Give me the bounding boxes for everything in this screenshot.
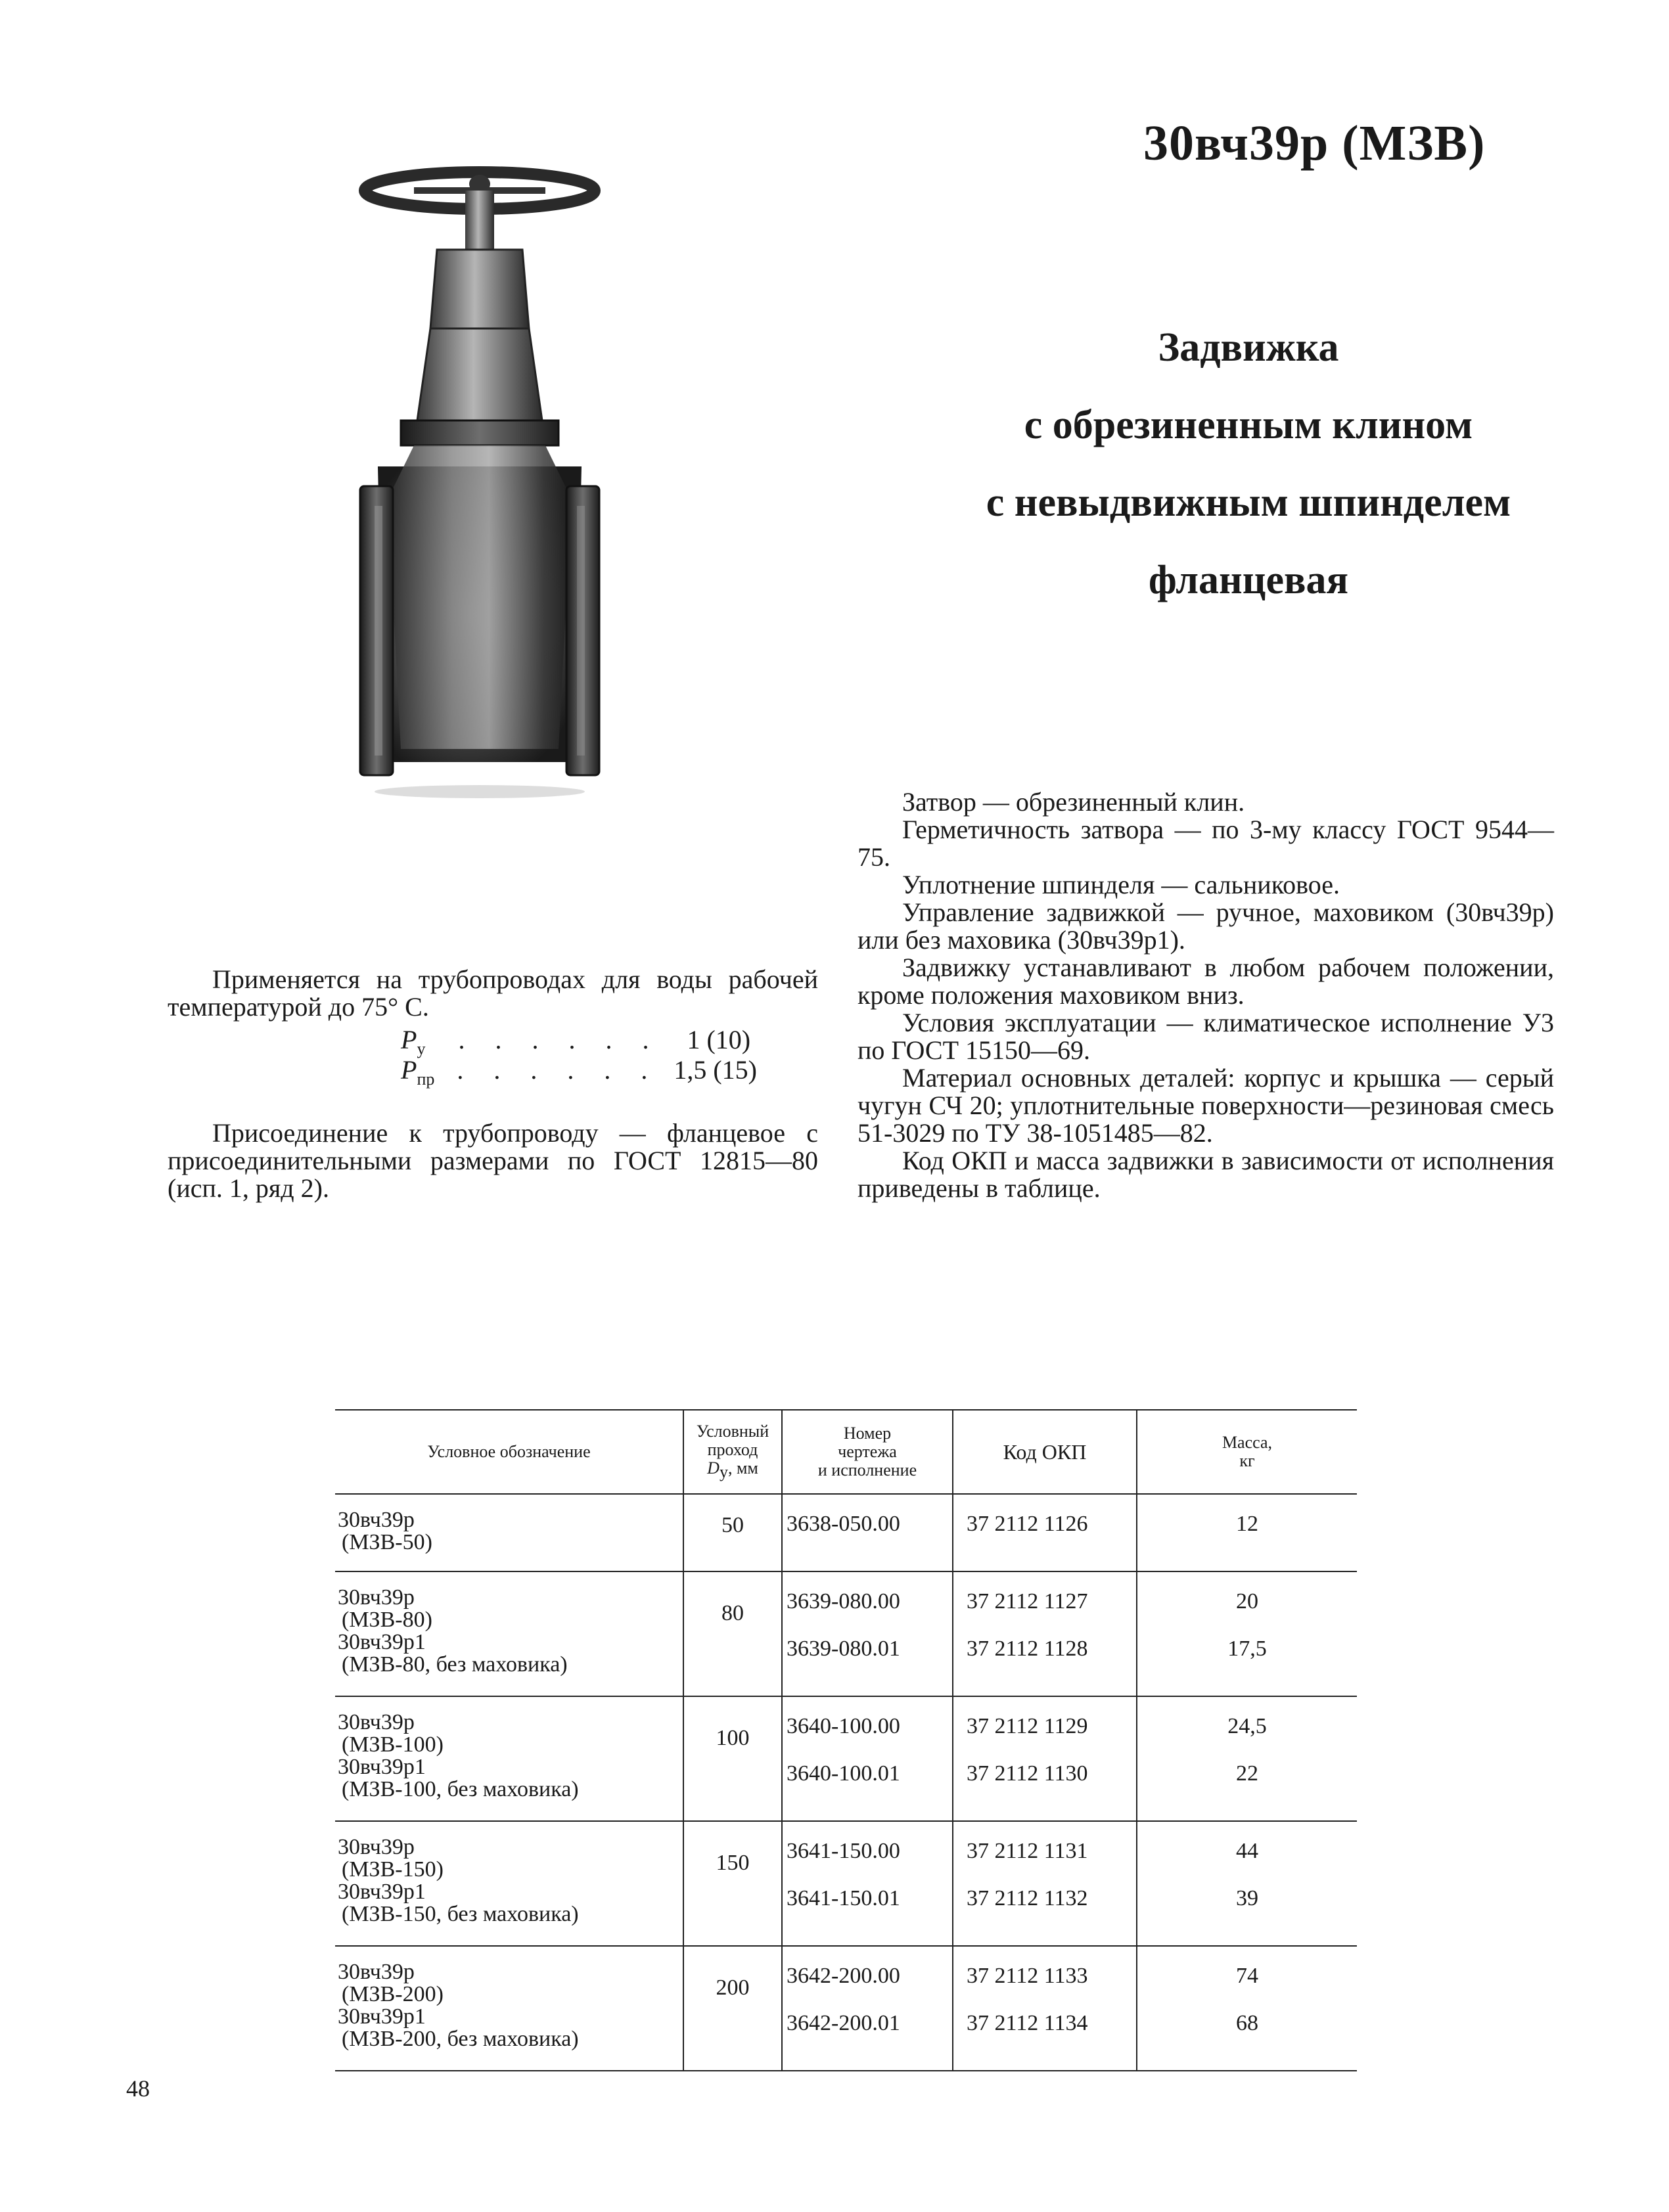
designation-cell: [335, 1696, 683, 1821]
header-dn-sub: у: [719, 1462, 728, 1482]
drawing-value: 3640-100.01: [787, 1761, 900, 1786]
header-drawing: [782, 1410, 953, 1494]
drawing-value: 3642-200.00: [787, 1964, 900, 1989]
table-row: [335, 1571, 1357, 1696]
table-row: [335, 1821, 1357, 1946]
drawing-value: 3640-100.00: [787, 1714, 900, 1739]
ppr-symbol: P: [401, 1055, 417, 1085]
paragraph: Герметичность затвора — по 3-му классу ГОСТ 9544—75.: [857, 815, 1554, 872]
okp-value: 37 2112 1134: [967, 2011, 1088, 2036]
dn-cell: 50: [683, 1494, 782, 1571]
test-pressure: [401, 1056, 757, 1093]
okp-value: 37 2112 1130: [967, 1761, 1088, 1786]
paragraph: Задвижку устанавливают в любом рабочем положении, кроме положения маховиком вниз.: [857, 953, 1554, 1010]
application-paragraph: Применяется на трубопроводах для воды рабочей температурой до 75° С.: [168, 964, 818, 1022]
title-line: с обрезиненным клином: [1024, 403, 1473, 447]
pressure-block: [168, 1021, 818, 1100]
mass-value: 17,5: [1227, 1636, 1267, 1661]
designation-line: (МЗВ-150): [342, 1857, 444, 1882]
designation-line: (МЗВ-200): [342, 1982, 444, 2007]
okp-value: 37 2112 1128: [967, 1636, 1088, 1661]
drawing-cell: [782, 1821, 953, 1946]
header-mass: [1137, 1410, 1357, 1494]
paragraph: Уплотнение шпинделя — сальниковое.: [902, 870, 1340, 899]
header-okp: Код ОКП: [953, 1410, 1137, 1494]
designation-line: (МЗВ-50): [342, 1530, 432, 1555]
mass-cell: [1137, 1571, 1357, 1696]
header-dn-line: Условный: [696, 1422, 769, 1441]
valve-photo: [315, 158, 605, 801]
mass-value: 39: [1236, 1886, 1258, 1911]
designation-line: 30вч39р1: [338, 1755, 426, 1780]
designation-line: (МЗВ-150, без маховика): [342, 1902, 579, 1927]
drawing-value: 3642-200.01: [787, 2011, 900, 2036]
header-dn-unit: , мм: [727, 1458, 758, 1478]
mass-cell: [1137, 1821, 1357, 1946]
okp-value: 37 2112 1132: [967, 1886, 1088, 1911]
designation-line: (МЗВ-80): [342, 1608, 432, 1633]
designation-cell: [335, 1946, 683, 2071]
designation-line: 30вч39р1: [338, 2004, 426, 2029]
designation-line: 30вч39р: [338, 1710, 415, 1735]
header-mass-line: Масса,: [1222, 1433, 1273, 1453]
description-text: [857, 788, 1554, 1202]
okp-value: 37 2112 1127: [967, 1589, 1088, 1614]
table-header-row: [335, 1410, 1357, 1494]
page-number: 48: [126, 2075, 150, 2102]
title-line: Задвижка: [1158, 325, 1339, 370]
okp-value: 37 2112 1126: [967, 1512, 1088, 1537]
mass-value: 22: [1236, 1761, 1258, 1786]
product-title: [854, 309, 1643, 619]
header-drawing-line: чертежа: [838, 1442, 897, 1462]
header-drawing-line: и исполнение: [817, 1460, 917, 1480]
designation-line: 30вч39р1: [338, 1880, 426, 1905]
okp-cell: [953, 1696, 1137, 1821]
header-dn-symbol: D: [707, 1458, 720, 1478]
py-value: 1 (10): [687, 1025, 751, 1054]
mass-value: 44: [1236, 1839, 1258, 1864]
dn-cell: 80: [683, 1571, 782, 1696]
table-row: [335, 1494, 1357, 1571]
designation-line: (МЗВ-100): [342, 1732, 444, 1757]
okp-value: 37 2112 1133: [967, 1964, 1088, 1989]
okp-cell: [953, 1494, 1137, 1571]
mass-value: 12: [1236, 1512, 1258, 1537]
ppr-sub: пр: [417, 1070, 435, 1089]
specification-table: [335, 1409, 1357, 2071]
okp-value: 37 2112 1129: [967, 1714, 1088, 1739]
header-dn-line: проход: [707, 1440, 758, 1459]
drawing-cell: [782, 1494, 953, 1571]
mass-value: 68: [1236, 2011, 1258, 2036]
okp-value: 37 2112 1131: [967, 1839, 1088, 1864]
mass-value: 24,5: [1227, 1714, 1267, 1739]
drawing-value: 3639-080.00: [787, 1589, 900, 1614]
okp-cell: [953, 1571, 1137, 1696]
drawing-cell: [782, 1696, 953, 1821]
model-designation: 30вч39р (МЗВ): [1143, 116, 1486, 171]
designation-line: 30вч39р: [338, 1585, 415, 1610]
application-text: [168, 966, 818, 1202]
drawing-value: 3639-080.01: [787, 1636, 900, 1661]
dn-cell: 200: [683, 1946, 782, 2071]
title-line: фланцевая: [1148, 558, 1349, 602]
paragraph: Затвор — обрезиненный клин.: [902, 787, 1245, 817]
designation-line: 30вч39р1: [338, 1630, 426, 1655]
paragraph: Материал основных деталей: корпус и крышка — серый чугун СЧ 20; уплотнительные поверхности—резиновая смесь 51-3029 по ТУ 38-1051485—82.: [857, 1063, 1554, 1148]
paragraph: Управление задвижкой — ручное, маховиком (30вч39р) или без маховика (30вч39р1).: [857, 897, 1554, 955]
header-mass-line: кг: [1239, 1451, 1255, 1471]
header-designation: Условное обозначение: [335, 1410, 683, 1494]
dn-cell: 100: [683, 1696, 782, 1821]
mass-cell: [1137, 1946, 1357, 2071]
table-row: [335, 1696, 1357, 1821]
py-dots: . . . . . .: [458, 1025, 661, 1054]
designation-cell: [335, 1821, 683, 1946]
okp-cell: [953, 1821, 1137, 1946]
drawing-value: 3641-150.01: [787, 1886, 900, 1911]
header-dn: [683, 1410, 782, 1494]
header-drawing-line: Номер: [843, 1424, 892, 1443]
designation-line: (МЗВ-100, без маховика): [342, 1777, 579, 1802]
mass-value: 74: [1236, 1964, 1258, 1989]
designation-line: 30вч39р: [338, 1960, 415, 1985]
py-sub: у: [417, 1039, 426, 1058]
designation-line: 30вч39р: [338, 1508, 415, 1533]
connection-paragraph: Присоединение к трубопроводу — фланцевое с присоединительными размерами по ГОСТ 12815—80 (исп. 1, ряд 2).: [168, 1118, 818, 1203]
table-row: [335, 1946, 1357, 2071]
designation-cell: [335, 1571, 683, 1696]
okp-cell: [953, 1946, 1137, 2071]
drawing-value: 3641-150.00: [787, 1839, 900, 1864]
mass-cell: [1137, 1494, 1357, 1571]
drawing-cell: [782, 1946, 953, 2071]
designation-line: 30вч39р: [338, 1835, 415, 1860]
mass-cell: [1137, 1696, 1357, 1821]
ppr-value: 1,5 (15): [674, 1055, 757, 1085]
designation-line: (МЗВ-80, без маховика): [342, 1652, 568, 1677]
drawing-value: 3638-050.00: [787, 1512, 900, 1537]
ppr-dots: . . . . . .: [457, 1055, 660, 1085]
drawing-cell: [782, 1571, 953, 1696]
table-body: [335, 1494, 1357, 2071]
mass-value: 20: [1236, 1589, 1258, 1614]
py-symbol: P: [401, 1025, 417, 1054]
dn-cell: 150: [683, 1821, 782, 1946]
designation-cell: [335, 1494, 683, 1571]
designation-line: (МЗВ-200, без маховика): [342, 2027, 579, 2052]
paragraph: Код ОКП и масса задвижки в зависимости от исполнения приведены в таблице.: [857, 1146, 1554, 1203]
title-line: с невыдвижным шпинделем: [986, 480, 1511, 525]
paragraph: Условия эксплуатации — климатическое исполнение У3 по ГОСТ 15150—69.: [857, 1008, 1554, 1065]
